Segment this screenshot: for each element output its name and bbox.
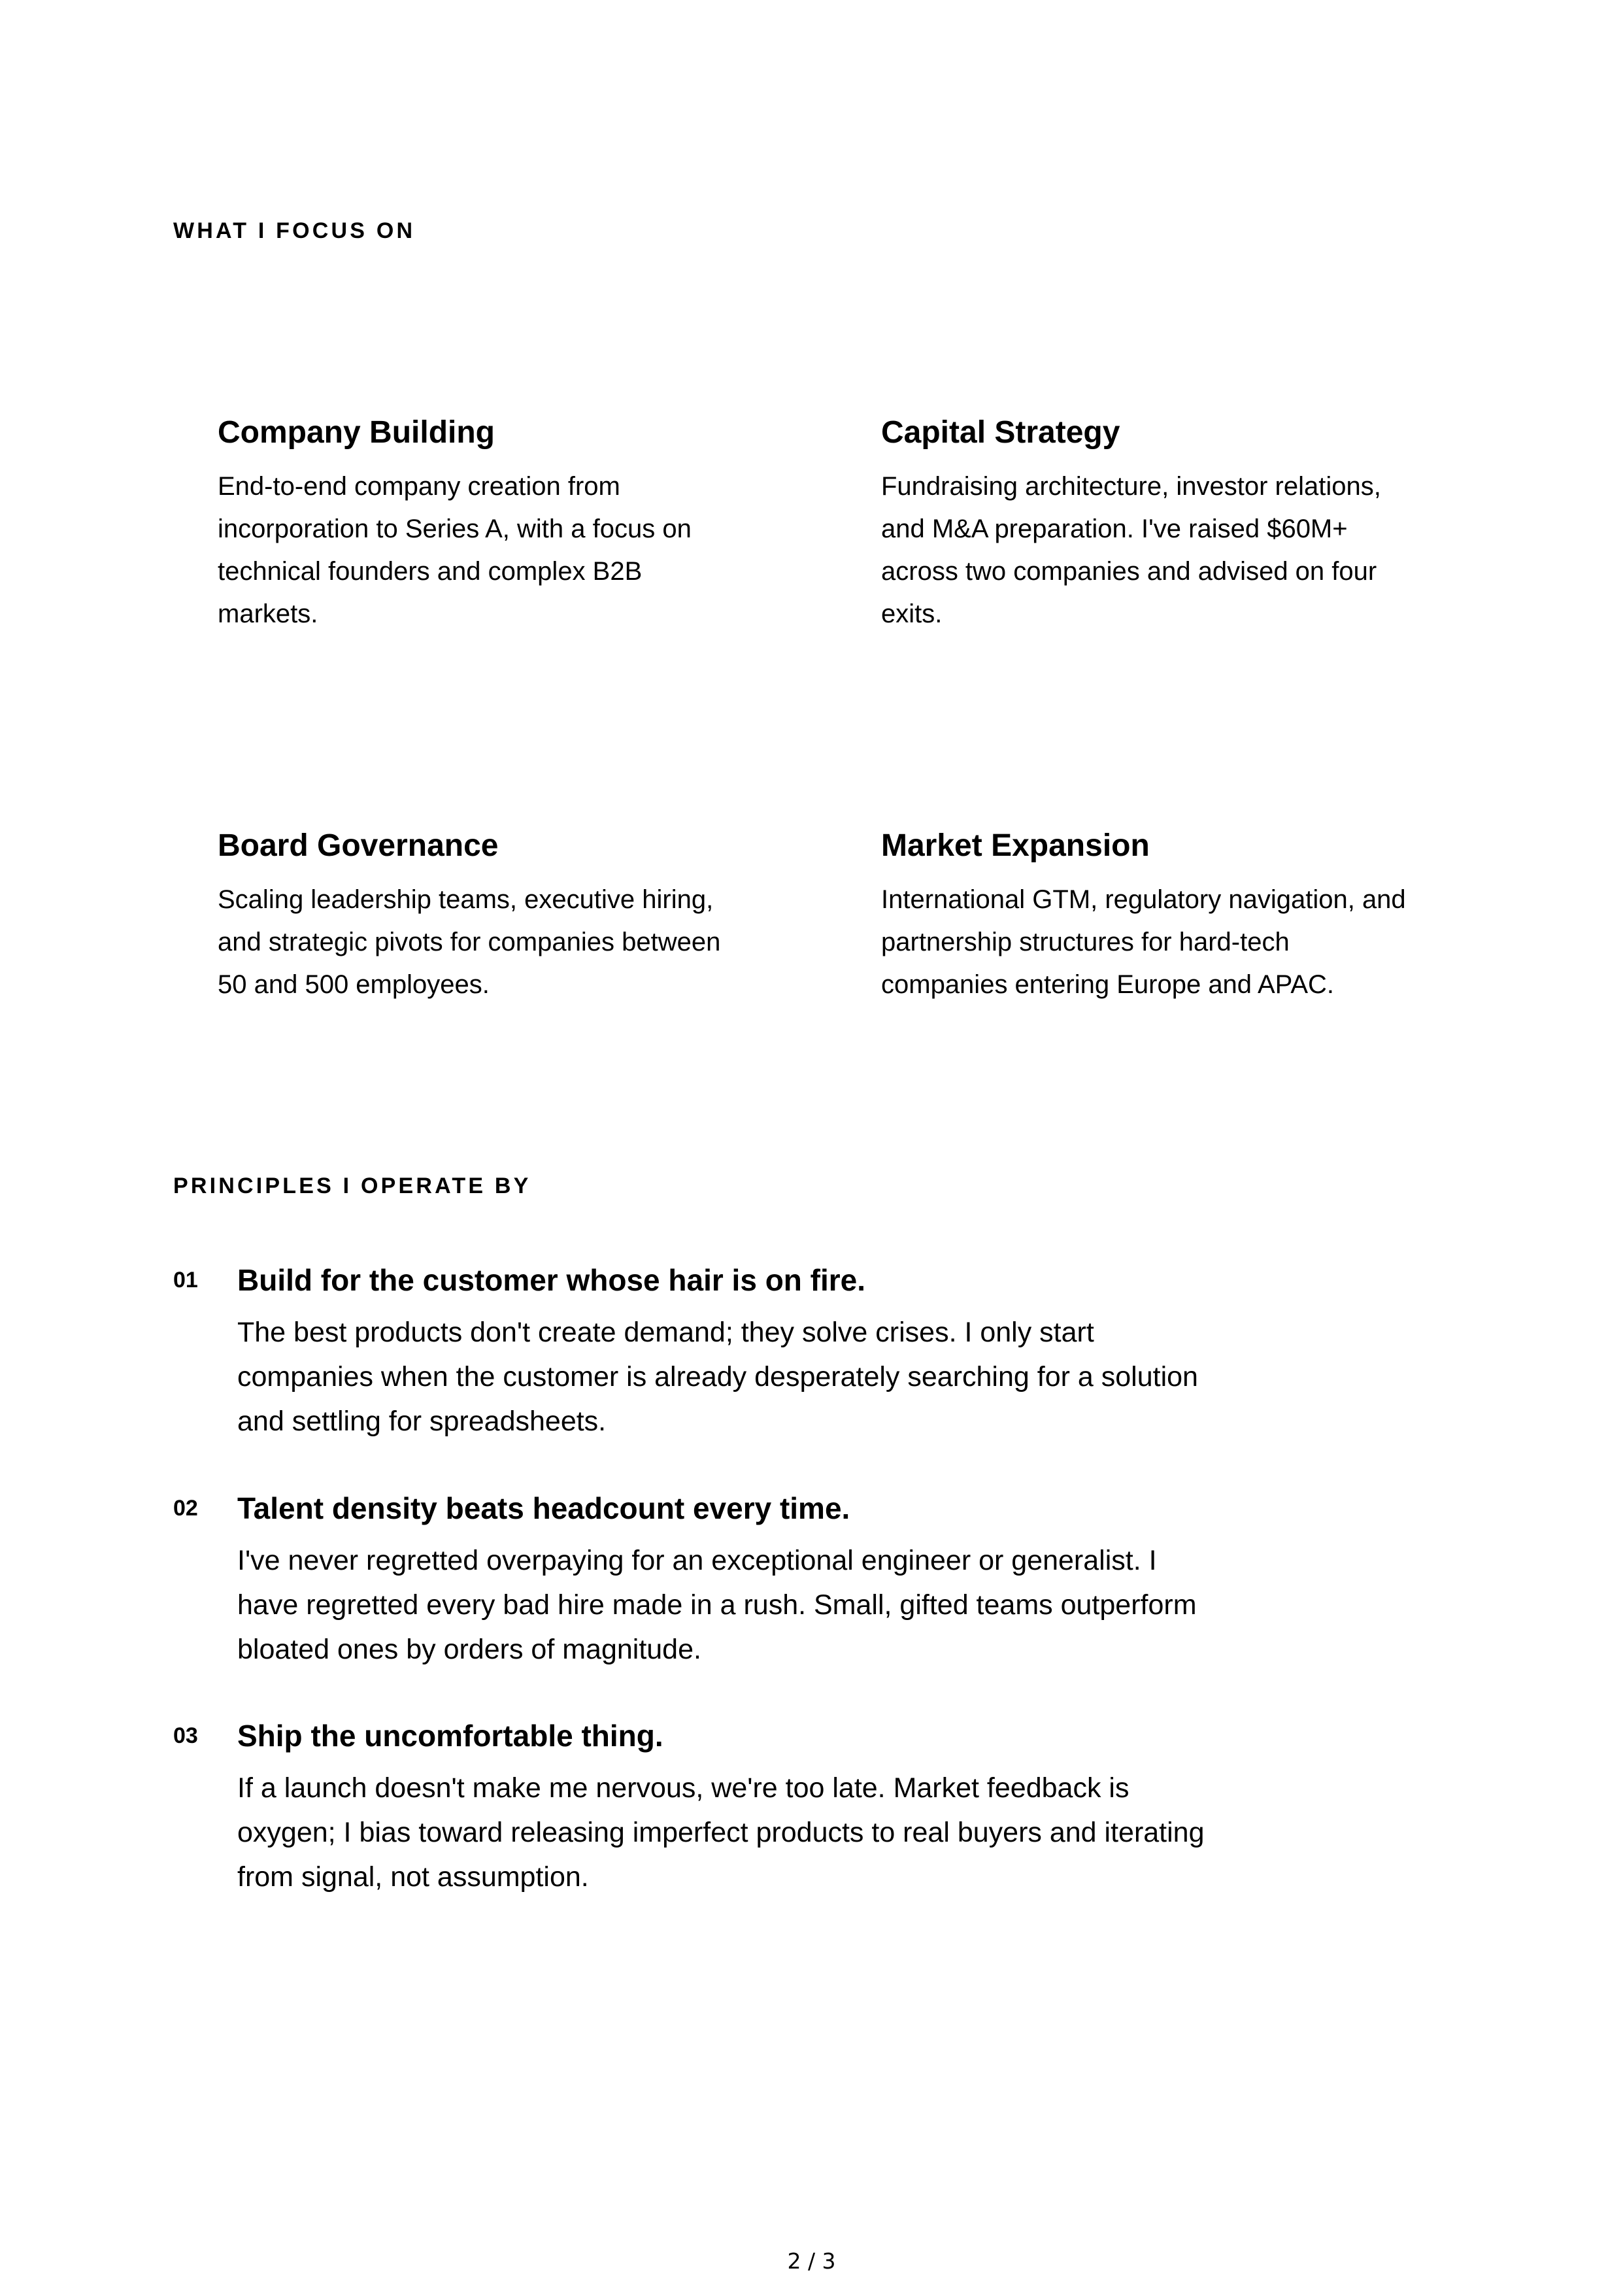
focus-card-title: Company Building [218,415,495,450]
focus-card-capital-strategy [881,414,1430,635]
principle-text-line: I've never regretted overpaying for an exceptional engineer or generalist. I [237,1545,1157,1576]
description-line: End-to-end company creation from [218,472,620,501]
description-line: International GTM, regulatory navigation, and [881,885,1406,914]
principle-title: Ship the uncomfortable thing. [237,1719,663,1753]
description-line: across two companies and advised on four [881,557,1377,586]
focus-card-description [881,879,1430,1006]
description-line: partnership structures for hard-tech [881,928,1290,956]
principle-text-line: have regretted every bad hire made in a rush. Small, gifted teams outperform [237,1589,1197,1621]
description-line: 50 and 500 employees. [218,970,490,999]
focus-card-title: Board Governance [218,828,499,863]
description-line: Fundraising architecture, investor relations, [881,472,1381,501]
description-line: and strategic pivots for companies between [218,928,721,956]
principle-text [237,1538,1205,1672]
principle-number: 01 [173,1268,198,1292]
principle-text-line: and settling for spreadsheets. [237,1406,607,1437]
focus-card-market-expansion [881,828,1430,1006]
page-number: 2 / 3 [787,2248,836,2274]
principle-body [237,1262,1205,1443]
principle-body [237,1490,1205,1672]
principle-title: Talent density beats headcount every time. [237,1491,850,1525]
description-line: incorporation to Series A, with a focus on [218,515,692,543]
focus-card-title: Market Expansion [881,828,1150,863]
description-line: companies entering Europe and APAC. [881,970,1335,999]
description-line: Scaling leadership teams, executive hiring, [218,885,714,914]
focus-card-title: Capital Strategy [881,415,1120,450]
principle-body [237,1717,1205,1899]
focus-card-description [881,465,1430,635]
principle-number: 02 [173,1496,198,1521]
description-line: technical founders and complex B2B [218,557,643,586]
principles-section-label: PRINCIPLES I OPERATE BY [173,1173,531,1198]
principle-text-line: The best products don't create demand; they solve crises. I only start [237,1317,1094,1348]
focus-card-board-governance [218,828,741,1006]
principle-text [237,1766,1205,1899]
focus-card-description [218,879,741,1006]
principle-text-line: oxygen; I bias toward releasing imperfect products to real buyers and iterating [237,1817,1205,1848]
focus-section-label: WHAT I FOCUS ON [173,218,416,243]
principle-text [237,1310,1205,1443]
principle-text-line: from signal, not assumption. [237,1861,589,1893]
principle-text-line: bloated ones by orders of magnitude. [237,1634,701,1665]
description-line: markets. [218,599,318,628]
principle-text-line: companies when the customer is already desperately searching for a solution [237,1361,1198,1393]
focus-card-company-building [218,414,741,635]
description-line: and M&A preparation. I've raised $60M+ [881,515,1348,543]
description-line: exits. [881,599,943,628]
principle-title: Build for the customer whose hair is on fire. [237,1263,866,1297]
principle-number: 03 [173,1723,198,1748]
principle-text-line: If a launch doesn't make me nervous, we're too late. Market feedback is [237,1772,1129,1804]
focus-card-description [218,465,741,635]
